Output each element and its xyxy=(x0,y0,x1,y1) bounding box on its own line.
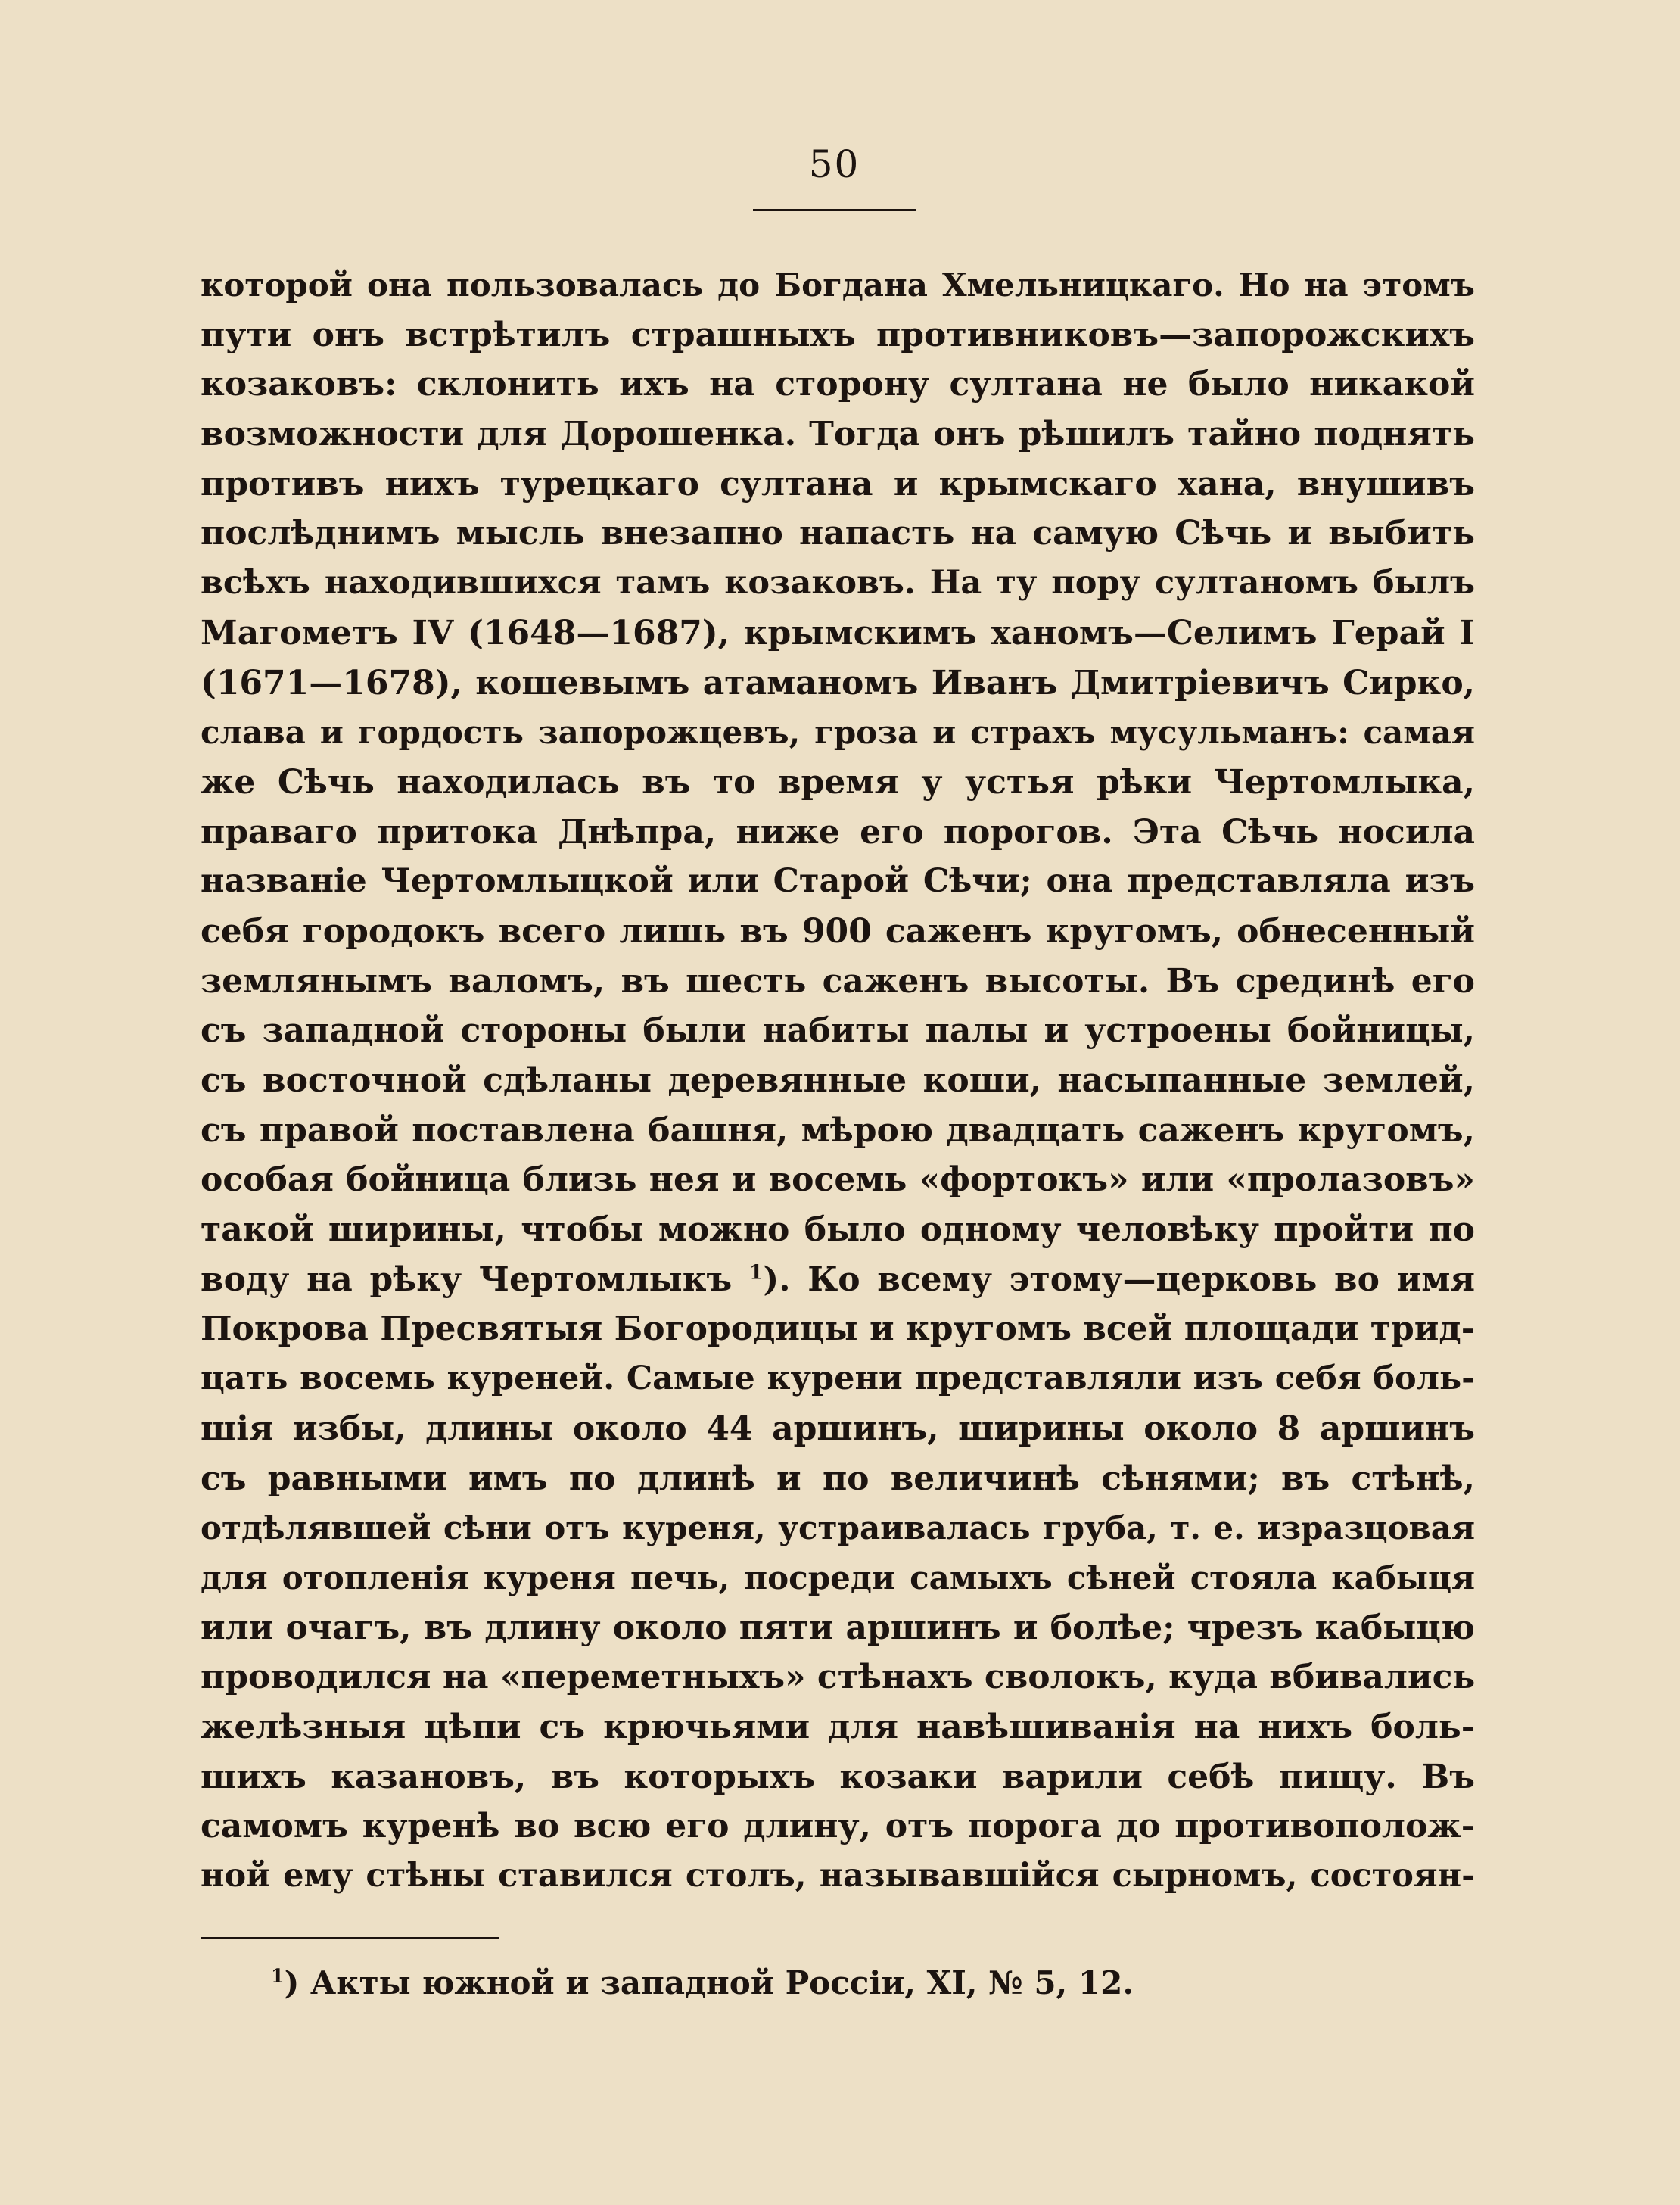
text-line-24: шія избы, длины около 44 аршинъ, ширины около 8 аршинъ xyxy=(201,1409,1475,1448)
footnote-rule xyxy=(201,1937,499,1939)
text-line-20: такой ширины, чтобы можно было одному человѣку пройти по xyxy=(201,1210,1475,1250)
text-line-17: съ восточной сдѣланы деревянные коши, насыпанные землей, xyxy=(201,1061,1475,1100)
text-line-10: слава и гордость запорожцевъ, гроза и страхъ мусульманъ: самая xyxy=(201,714,1475,752)
body-text xyxy=(201,260,1475,1901)
text-line-1: которой она пользовалась до Богдана Хмельницкаго. Но на этомъ xyxy=(201,266,1475,304)
text-line-11: же Сѣчь находилась въ то время у устья рѣки Чертомлыка, xyxy=(201,762,1475,802)
text-line-7: всѣхъ находившихся тамъ козаковъ. На ту пору султаномъ былъ xyxy=(201,564,1475,603)
text-line-6: послѣднимъ мысль внезапно напасть на самую Сѣчь и выбить xyxy=(201,514,1475,553)
text-line-22: Покрова Пресвятыя Богородицы и кругомъ всей площади трид- xyxy=(201,1310,1475,1349)
text-line-21-tail: ). Ко всему этому—церковь во имя xyxy=(763,1260,1475,1299)
text-line-15: землянымъ валомъ, въ шесть саженъ высоты. Въ срединѣ его xyxy=(201,961,1475,1001)
text-line-30: желѣзныя цѣпи съ крючьями для навѣшиванія на нихъ боль- xyxy=(201,1707,1475,1746)
footnote-text: ) Акты южной и западной Россіи, XI, № 5, 12. xyxy=(284,1964,1134,2001)
text-line-12: праваго притока Днѣпра, ниже его порогов. Эта Сѣчь носила xyxy=(201,812,1475,852)
text-line-27: для отопленія куреня печь, посреди самыхъ сѣней стояла кабыця xyxy=(201,1559,1475,1596)
text-line-4: возможности для Дорошенка. Тогда онъ рѣшилъ тайно поднять xyxy=(201,415,1475,454)
text-line-16: съ западной стороны были набиты палы и устроены бойницы, xyxy=(201,1011,1475,1051)
page-number: 50 xyxy=(808,142,860,186)
text-line-2: пути онъ встрѣтилъ страшныхъ противниковъ—запорожскихъ xyxy=(201,315,1475,354)
text-line-18: съ правой поставлена башня, мѣрою двадцать саженъ кругомъ, xyxy=(201,1110,1475,1150)
text-line-28: или очагъ, въ длину около пяти аршинъ и болѣе; чрезъ кабыцю xyxy=(201,1608,1475,1647)
text-line-33: ной ему стѣны ставился столъ, называвшійся сырномъ, состоян- xyxy=(201,1857,1475,1895)
text-line-19: особая бойница близь нея и восемь «фортокъ» или «пролазовъ» xyxy=(201,1160,1475,1200)
text-line-32: самомъ куренѣ во всю его длину, отъ порога до противополож- xyxy=(201,1807,1475,1846)
text-line-8: Магометъ IV (1648—1687), крымскимъ ханомъ—Селимъ Герай I xyxy=(201,613,1475,652)
text-line-26: отдѣлявшей сѣни отъ куреня, устраивалась груба, т. е. изразцовая xyxy=(201,1509,1475,1547)
text-line-31: шихъ казановъ, въ которыхъ козаки варили себѣ пищу. Въ xyxy=(201,1757,1475,1796)
text-line-21-head: воду на рѣку Чертомлыкъ xyxy=(201,1260,733,1299)
text-line-9: (1671—1678), кошевымъ атаманомъ Иванъ Дмитріевичъ Сирко, xyxy=(201,663,1475,702)
text-line-14: себя городокъ всего лишь въ 900 саженъ кругомъ, обнесенный xyxy=(201,911,1475,951)
text-line-3: козаковъ: склонить ихъ на сторону султана не было никакой xyxy=(201,365,1475,404)
text-line-29: проводился на «переметныхъ» стѣнахъ сволокъ, куда вбивались xyxy=(201,1658,1475,1697)
text-line-21 xyxy=(201,1255,1475,1305)
footnote-marker: 1 xyxy=(271,1964,285,1987)
footnote-reference-marker: 1 xyxy=(749,1260,764,1285)
text-line-13: названіе Чертомлыцкой или Старой Сѣчи; она представляла изъ xyxy=(201,862,1475,901)
page-number-rule xyxy=(753,209,916,211)
footnote xyxy=(271,1961,1134,2006)
text-line-25: съ равными имъ по длинѣ и по величинѣ сѣнями; въ стѣнѣ, xyxy=(201,1459,1475,1498)
text-line-5: противъ нихъ турецкаго султана и крымскаго хана, внушивъ xyxy=(201,464,1475,503)
text-line-23: цать восемь куреней. Самые курени представляли изъ себя боль- xyxy=(201,1359,1475,1398)
